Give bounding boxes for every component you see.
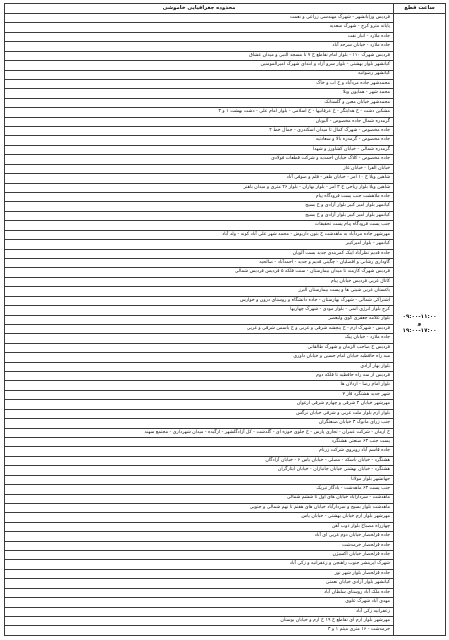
area-cell: جنب پست فرودگاه پیام پست تحقیقات — [5, 221, 394, 230]
area-cell: جاده قزلحصار خیابان دوم غربی ای آباد — [5, 532, 394, 541]
table-row — [5, 42, 446, 51]
table-row — [5, 306, 446, 315]
table-row — [5, 409, 446, 418]
table-row — [5, 485, 446, 494]
table-row — [5, 541, 446, 550]
table-row — [5, 70, 446, 79]
table-row — [5, 560, 446, 569]
area-cell: کیانشهر رضوانیه — [5, 70, 394, 79]
table-row — [5, 315, 446, 324]
table-row — [5, 127, 446, 136]
table-row — [5, 183, 446, 192]
area-cell: جنب زرای مانوک ۳ خیابان صنعتگران — [5, 419, 394, 428]
table-row — [5, 155, 446, 164]
area-cell: کانال غربی فردیس خیابان پیام — [5, 277, 394, 286]
area-cell: ماهدشت - سردارآباد خیابان های اول تا ششم شمالی — [5, 494, 394, 503]
table-row — [5, 202, 446, 211]
area-cell: شهرک ایرینشر جنوب راهنجن و زعفرانیه و زکی آباد — [5, 560, 394, 569]
area-cell: کیانمهر بلوار امیر کبیر بلوار آزادی و خ بسیج — [5, 202, 394, 211]
area-cell: چهارراه مصباح بلوار ذوب آهن — [5, 522, 394, 531]
table-row — [5, 221, 446, 230]
table-row — [5, 277, 446, 286]
area-cell: زعفرانیه زکی آباد — [5, 607, 394, 616]
table-row — [5, 419, 446, 428]
table-row — [5, 362, 446, 371]
table-row — [5, 513, 446, 522]
area-cell: فردیس خ صاحب الزمان و شهرک طالقانی — [5, 343, 394, 352]
area-cell: گاوداری رشانی و افضلیان - چگینی قدیم و جدید - احمدآباد - صالحیه — [5, 258, 394, 267]
table-row — [5, 287, 446, 296]
area-cell: جاده ملاهشت جنب پست فرودگاه پیام — [5, 193, 394, 202]
area-cell: جاده قدیم نظرآباد ایبک کمربندی جدید بست آلویان — [5, 249, 394, 258]
table-row — [5, 428, 446, 437]
area-cell: مهدی آباد شهرک علوی — [5, 598, 394, 607]
table-row — [5, 607, 446, 616]
table-row — [5, 296, 446, 305]
area-cell: فردیس ورایانشهر - شهرک مهندسی زراعی و نعمت — [5, 14, 394, 23]
table-row — [5, 79, 446, 88]
area-cell: محمدشهر خیابان معین و گلستانک — [5, 98, 394, 107]
table-row — [5, 108, 446, 117]
time-slot-first: ۰۹:۰۰-۱۱:۰۰ — [402, 314, 437, 320]
table-row — [5, 334, 446, 343]
area-column-header: محدوده جغرافیایی خاموشی — [5, 4, 394, 14]
area-cell: سه راه حافظیه خیابان امام حسین و خیابان داوری — [5, 353, 394, 362]
area-cell: جاده ملارد - انبار نفت — [5, 32, 394, 41]
area-cell: مهرشهر بلوار ارم خیابان بهشتی - خیابان یاس — [5, 513, 394, 522]
area-cell: جنب پست ۶۳ ماهدشت - یادگار تبریک — [5, 485, 394, 494]
area-cell: کرج بلوار انرژی اتمی - بلوار مودی - شهرک چهاربها — [5, 306, 394, 315]
table-row — [5, 617, 446, 626]
table-row — [5, 447, 446, 456]
table-row — [5, 32, 446, 41]
area-cell: بلوار بهار آزادی — [5, 362, 394, 371]
table-row — [5, 522, 446, 531]
area-cell: شاهین ویلا بلوار ریاحی خ ۳ امر - بلوار بهاران - بلوار ۴۶ متری و میدان باهنر — [5, 183, 394, 192]
table-row — [5, 456, 446, 465]
table-row — [5, 164, 446, 173]
time-slot-joiner: و — [417, 321, 422, 327]
area-cell: جاده قاسم آباد روبروی شرکت زرنام — [5, 447, 394, 456]
area-cell: هشتگرد - خیابان بهشتی خیابان جانبازان - خیابان ایثارگران — [5, 466, 394, 475]
area-cell: اشتراکی شمالی - شهرک بهارستان - جاده دانشگاه و روستای درون و خوارس — [5, 296, 394, 305]
table-row — [5, 258, 446, 267]
area-cell: شهر جدید هشتگرد فاز ۷ — [5, 390, 394, 399]
area-cell: کیانشهر بلوار آزادی خیابان نعمتی — [5, 579, 394, 588]
table-row — [5, 145, 446, 154]
table-row — [5, 381, 446, 390]
table-row — [5, 390, 446, 399]
area-cell: فردیس شهرک ۱۱۰ - بلوار امام تقاطع خ ۷ تا مسجد النبی و میدان عشاق — [5, 51, 394, 60]
area-cell: جاده ملارد - خیابان سرحد آباد — [5, 42, 394, 51]
table-row — [5, 343, 446, 352]
table-row — [5, 626, 446, 636]
table-header-row — [5, 4, 446, 14]
area-cell: جاده مخصوص - کلاک خیابان احمدیه و شرکت قطعات فولادی — [5, 155, 394, 164]
time-column-header: ساعت قطع — [394, 4, 446, 14]
area-cell: خیابان الفرا - خیابان غاز — [5, 164, 394, 173]
time-slot-second: ۱۹:۰۰-۱۷:۰۰ — [402, 328, 437, 334]
table-row — [5, 475, 446, 484]
table-row — [5, 89, 446, 98]
area-cell: هشتگرد - خیابان باسکه - مصلی - خیابان یاس ۶ - خیابان آزادگان — [5, 456, 394, 465]
outage-time-cell — [394, 14, 446, 636]
table-row — [5, 230, 446, 239]
table-row — [5, 579, 446, 588]
area-cell: فردیس شهرک کارمند تا میدان بیمارستان - سنت فلکه ۵ فردیس فردیس شمالی — [5, 268, 394, 277]
area-cell: پست جنب ۶۳ صنعتی هشتگرد — [5, 437, 394, 446]
area-cell: جاده قزلحصار خرمدشت — [5, 541, 394, 550]
table-row — [5, 51, 446, 60]
area-cell: جاده مخصوص - گرمدره بالا و سعادتیه — [5, 136, 394, 145]
area-cell: گرمدره شمال جاده مخصوص - آلیوبان — [5, 117, 394, 126]
area-cell: باغستان غربی شیتی ها و پست بیمارستان البرز — [5, 287, 394, 296]
table-row — [5, 98, 446, 107]
table-row — [5, 324, 446, 333]
area-cell: گرمدره شمالی - خیابان کشاورز و شهدا — [5, 145, 394, 154]
area-cell: جاده مخصوص - شهرک کمال تا میدان اسکندری - جمال خط ۴ — [5, 127, 394, 136]
outage-table — [4, 3, 446, 636]
table-row — [5, 372, 446, 381]
table-row — [5, 532, 446, 541]
area-cell: خرمدشت - ۱۶ متری میثم ۱ و ۳ — [5, 626, 394, 636]
table-row — [5, 466, 446, 475]
area-cell: جهانشهر بلوار مولانا — [5, 475, 394, 484]
area-cell: پایانه مترو کرج - شهرک سعدیه — [5, 23, 394, 32]
table-row — [5, 117, 446, 126]
table-row — [5, 249, 446, 258]
table-row — [5, 268, 446, 277]
table-row — [5, 211, 446, 220]
table-row — [5, 193, 446, 202]
table-row — [5, 551, 446, 560]
area-cell: کیانمهر بلوار امیر کبیر بلوار آزادی و خ بسیج — [5, 211, 394, 220]
table-row — [5, 494, 446, 503]
table-row — [5, 569, 446, 578]
area-cell: ماهدشت بلوار بسیج و سردارآباد خیابان های هفتم تا نهم شمالی و جنوبی — [5, 503, 394, 512]
table-row — [5, 598, 446, 607]
table-row — [5, 437, 446, 446]
area-cell: جاده ملارد - خیابان پیک — [5, 334, 394, 343]
area-cell: جاده ملک آباد روستای سلطان آباد — [5, 588, 394, 597]
table-row — [5, 400, 446, 409]
area-cell: محمد شهر - همایون ویلا — [5, 89, 394, 98]
table-row — [5, 174, 446, 183]
area-cell: بلوار علامه جعفری کوی ولیعصر — [5, 315, 394, 324]
area-cell: مهرشهر خیابان ۳ شرقی و چهارم شرقی ارغوان — [5, 400, 394, 409]
area-cell: فردیس - شهرک ارم - خ پنجشه شرقی و غربی و خ یاسمن شرقی و غربی — [5, 324, 394, 333]
table-row — [5, 240, 446, 249]
table-row — [5, 353, 446, 362]
table-row — [5, 23, 446, 32]
area-cell: شاهین ویلا خ ۱۰ امر - خیابان ظفر - فلم و صوفی آباد — [5, 174, 394, 183]
area-cell: خ ارمان - شرکت عمران - تجاری پارس - خ جلوی حوزه ای - گلدشت - کل آزادگلشهر - ارگیده - میدان شهرداری - مجتمع سهند — [5, 428, 394, 437]
area-cell: جاده قزلحصار خیابان اکسیژن — [5, 551, 394, 560]
area-cell: محمدشهر جاده مردآباد و خ اب و خاک — [5, 79, 394, 88]
area-cell: کیانشهر بلوار بهشتی - بلوار سرو آزاد و ابتدای شهرک امیرالمومنین — [5, 61, 394, 70]
area-cell: جاده قزلحصار بلوار شهر نور — [5, 569, 394, 578]
table-row — [5, 136, 446, 145]
area-cell: مهرشهر بلوار ارم ای تقاطع خ ۱۹ خ ارم و خیابان بوستان — [5, 617, 394, 626]
table-row — [5, 61, 446, 70]
table-row — [5, 14, 446, 23]
area-cell: مشکین دشت - خ هدایتگر - خ عرفانیها - خ اسلامی - بلوار امام علی - دشت بهشت ۱ و ۳ — [5, 108, 394, 117]
area-cell: بلوار ارم بلوار ملت غربی و شرقی خیابان نرگس — [5, 409, 394, 418]
area-cell: فردیس از سه راه حافظیه تا فلکه دوم — [5, 372, 394, 381]
table-row — [5, 588, 446, 597]
table-row — [5, 503, 446, 512]
area-cell: مهرشهر جاده مردآباد به ماهدشت خ بتون داریوش - محمد شهر علی آباد کونه - ولد آباد — [5, 230, 394, 239]
outage-table-body — [5, 14, 446, 636]
area-cell: کیانمهر - بلوار امیرکبیر — [5, 240, 394, 249]
area-cell: بلوار امام رضا - اردلان ها — [5, 381, 394, 390]
